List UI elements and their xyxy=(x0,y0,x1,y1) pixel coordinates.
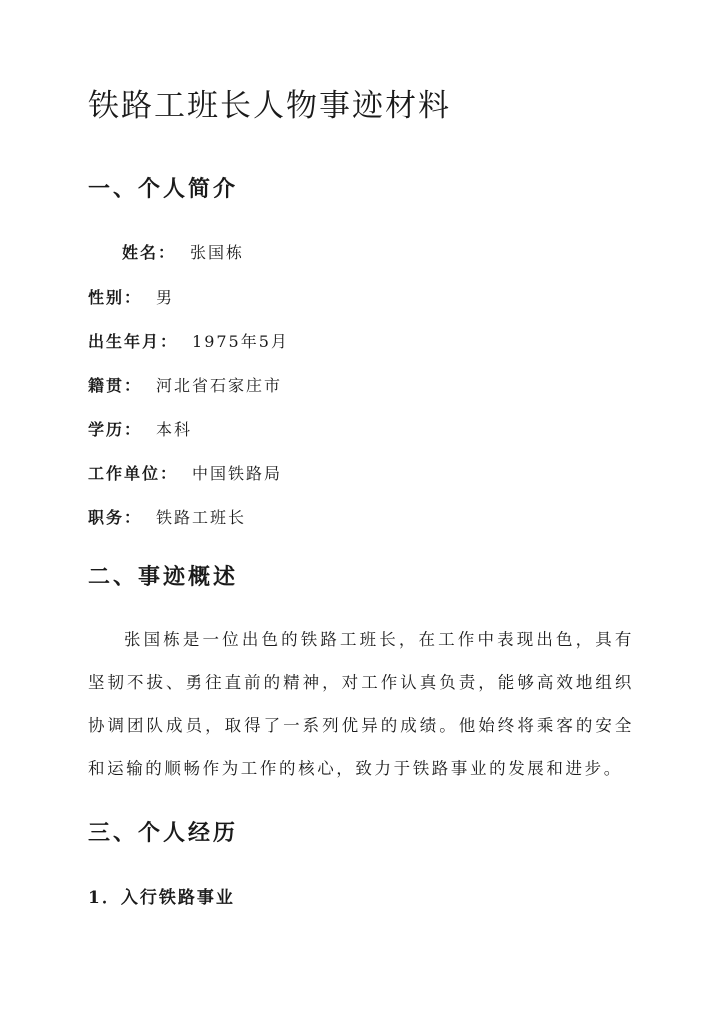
field-label: 籍贯： xyxy=(88,376,143,395)
field-birth xyxy=(88,331,289,353)
field-label: 出生年月： xyxy=(88,332,179,351)
field-label: 工作单位： xyxy=(88,464,179,483)
document-title: 铁路工班长人物事迹材料 xyxy=(88,88,451,124)
field-value: 1975年5月 xyxy=(192,332,289,351)
field-hometown xyxy=(88,375,282,397)
field-value: 本科 xyxy=(156,420,193,439)
field-value: 男 xyxy=(156,288,175,307)
summary-paragraph: 张国栋是一位出色的铁路工班长，在工作中表现出色，具有坚韧不拔、勇往直前的精神，对工作认真负责，能够高效地组织协调团队成员，取得了一系列优异的成绩。他始终将乘客的安全和运输的顺畅作为工作的核心，致力于铁路事业的发展和进步。 xyxy=(88,630,634,778)
subsection-heading-joining: 1．入行铁路事业 xyxy=(88,888,235,908)
field-label: 职务： xyxy=(88,508,143,527)
field-value: 铁路工班长 xyxy=(156,508,247,527)
field-employer xyxy=(88,463,282,485)
section-heading-summary: 二、事迹概述 xyxy=(88,564,239,590)
field-position xyxy=(88,507,246,529)
field-value: 河北省石家庄市 xyxy=(156,376,283,395)
field-label: 性别： xyxy=(88,288,143,307)
field-name xyxy=(122,242,244,264)
field-education xyxy=(88,419,192,441)
field-label: 学历： xyxy=(88,420,143,439)
field-gender xyxy=(88,287,174,309)
field-value: 张国栋 xyxy=(190,243,245,262)
field-label: 姓名： xyxy=(122,243,177,262)
section-heading-profile: 一、个人简介 xyxy=(88,176,239,202)
section-heading-experience: 三、个人经历 xyxy=(88,820,239,846)
field-value: 中国铁路局 xyxy=(192,464,283,483)
